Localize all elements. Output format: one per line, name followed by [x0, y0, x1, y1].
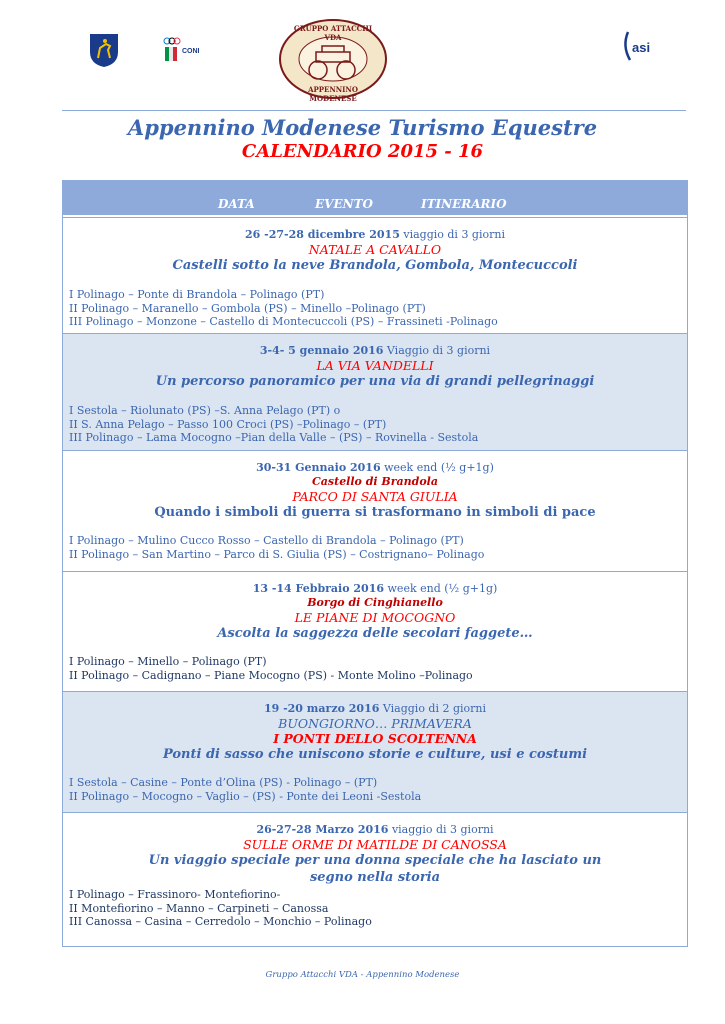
event-title: NATALE A CAVALLO — [308, 242, 442, 257]
event-description: Un percorso panoramico per una via di grandi pellegrinaggi — [155, 374, 595, 389]
itinerary-line: I Polinago – Frassinoro- Montefiorino- — [69, 888, 281, 901]
itinerary-line: I Sestola – Casine – Ponte d’Olina (PS) - Polinago – (PT) — [69, 776, 378, 789]
event-title-secondary: I PONTI DELLO SCOLTENNA — [273, 731, 477, 746]
event-description: Ponti di sasso che uniscono storie e culture, usi e costumi — [162, 747, 588, 762]
page-title: Appennino Modenese Turismo Equestre — [127, 115, 598, 140]
itinerary-line: II Montefiorino – Manno – Carpineti – Canossa — [69, 901, 329, 915]
table-row — [63, 691, 687, 812]
event-venue: Castello di Brandola — [312, 475, 438, 488]
logo-bottom-text: APPENNINO MODENESE — [308, 85, 358, 103]
itinerary-line: III Polinago – Lama Mocogno –Pian della Valle – (PS) – Rovinella - Sestola — [69, 431, 479, 444]
top-divider — [62, 110, 686, 111]
itinerary-line: III Polinago – Monzone – Castello di Montecuccoli (PS) – Frassineti -Polinago — [69, 315, 498, 328]
coni-logo — [162, 36, 202, 66]
event-date: 13 -14 Febbraio 2016 week end (½ g+1g) — [252, 582, 498, 595]
event-title: LA VIA VANDELLI — [316, 358, 434, 373]
event-description: Un viaggio speciale per una donna speciale che ha lasciato un segno nella storia — [148, 853, 602, 885]
horse-rider-shield-icon — [88, 32, 120, 68]
table-row — [63, 217, 687, 333]
table-row — [63, 333, 687, 450]
itinerary-line: II Polinago – Maranello – Gombola (PS) – Minello –Polinago (PT) — [69, 301, 426, 315]
equestrian-federation-logo — [88, 32, 120, 68]
event-description: Ascolta la saggezza delle secolari faggete… — [217, 626, 533, 641]
event-date: 30-31 Gennaio 2016 week end (½ g+1g) — [256, 461, 494, 474]
itinerary-line: I Polinago – Mulino Cucco Rosso – Castello di Brandola – Polinago (PT) — [69, 534, 464, 547]
asi-logo — [620, 28, 654, 64]
itinerary-line: II Polinago – Cadignano – Piane Mocogno (PS) - Monte Molino –Polinago — [69, 668, 473, 682]
event-title: SULLE ORME DI MATILDE DI CANOSSA — [243, 837, 507, 852]
event-title: BUONGIORNO… PRIMAVERA — [278, 716, 472, 731]
event-date: 19 -20 marzo 2016 Viaggio di 2 giorni — [263, 702, 487, 715]
asi-label: asi — [632, 40, 651, 55]
gruppo-attacchi-logo — [278, 18, 388, 103]
itinerary-line: II S. Anna Pelago – Passo 100 Croci (PS) –Polinago – (PT) — [69, 417, 387, 431]
itinerary-line: I Sestola – Riolunato (PS) –S. Anna Pelago (PT) o — [69, 404, 341, 417]
event-date: 26-27-28 Marzo 2016 viaggio di 3 giorni — [256, 823, 494, 836]
event-description: Quando i simboli di guerra si trasformano in simboli di pace — [154, 505, 596, 520]
header-data: DATA — [218, 197, 255, 211]
itinerary-line: I Polinago – Minello – Polinago (PT) — [69, 655, 267, 668]
event-date: 3-4- 5 gennaio 2016 Viaggio di 3 giorni — [259, 344, 491, 357]
table-row — [63, 571, 687, 691]
header-evento: EVENTO — [315, 197, 373, 211]
itinerary-line: II Polinago – San Martino – Parco di S. Giulia (PS) – Costrignano– Polinago — [69, 547, 485, 561]
table-header — [63, 181, 687, 217]
event-venue: Borgo di Cinghianello — [307, 596, 443, 609]
calendar-table — [62, 180, 688, 947]
itinerary-line: II Polinago – Mocogno – Vaglio – (PS) - Ponte dei Leoni -Sestola — [69, 789, 422, 803]
page-subtitle: CALENDARIO 2015 - 16 — [241, 141, 484, 162]
table-row — [63, 450, 687, 571]
itinerary-line: I Polinago – Ponte di Brandola – Polinago (PT) — [69, 288, 325, 301]
event-title: PARCO DI SANTA GIULIA — [292, 489, 458, 504]
page-footer: Gruppo Attacchi VDA - Appennino Modenese — [265, 970, 460, 980]
coni-label: CONI — [182, 48, 200, 55]
event-title: LE PIANE DI MOCOGNO — [294, 610, 456, 625]
event-description: Castelli sotto la neve Brandola, Gombola, Montecuccoli — [172, 258, 578, 273]
itinerary-line: III Canossa – Casina – Cerredolo – Monchio – Polinago — [69, 915, 372, 928]
header-itinerario: ITINERARIO — [421, 197, 507, 211]
event-date: 26 -27-28 dicembre 2015 viaggio di 3 giorni — [245, 228, 505, 241]
table-row — [63, 812, 687, 946]
logo-top-text: GRUPPO ATTACCHI VDA — [293, 24, 373, 42]
